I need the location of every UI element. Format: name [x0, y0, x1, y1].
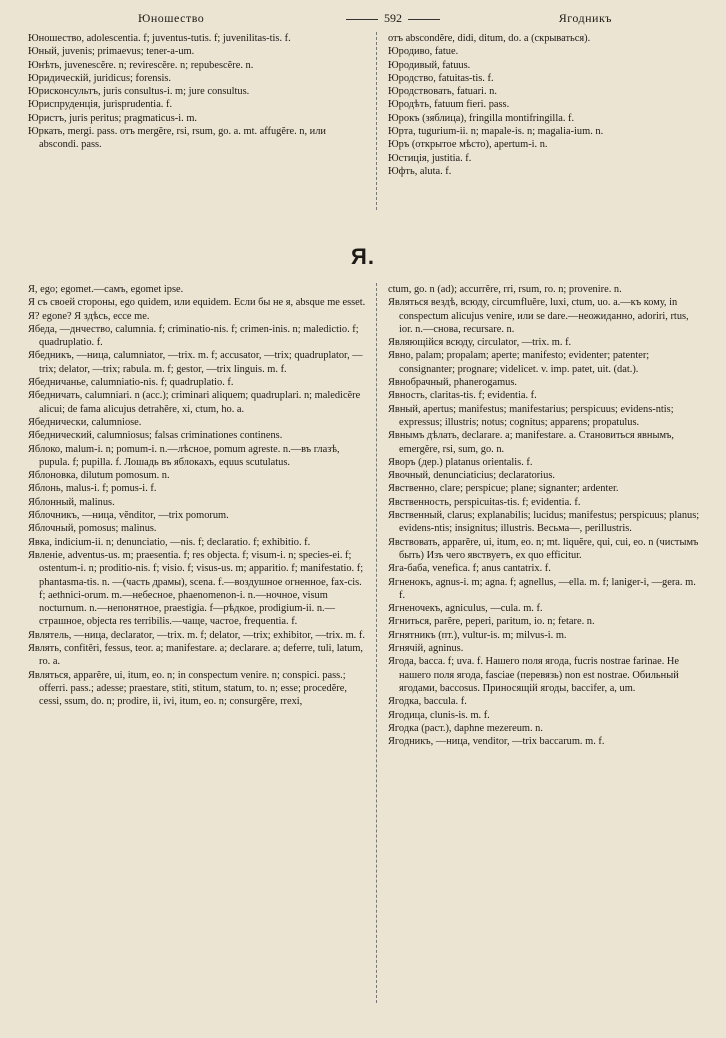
dictionary-entry: Ягненочекъ, agniculus, —cula. m. f. — [388, 603, 543, 615]
section-heading: Я. — [351, 244, 375, 269]
dictionary-entry: Юрокъ (зяблица), fringilla montifringilla. f. — [388, 112, 575, 124]
column-top-left — [28, 32, 366, 152]
dictionary-entry: Юродѣть, fatuum fieri. pass. — [388, 99, 510, 111]
dictionary-entry: Являть, confitĕri, fessus, teor. a; manifestare. a; declarare. a; deferre, tuli, latum, ro. a. — [28, 643, 364, 668]
dictionary-entry: Юристъ, juris peritus; pragmaticus-i. m. — [28, 112, 197, 124]
dictionary-entry: Явственный, clarus; explanabilis; lucidus; manifestus; perspicuus; planus; evidens-ntis; insignitus; illustris. Весьма—, perillustris. — [388, 510, 700, 535]
dictionary-entry: Ягодникъ, —ница, venditor, —trix baccarum. m. f. — [388, 736, 605, 748]
dictionary-entry: Явленіе, adventus-us. m; praesentia. f; res objecta. f; visum-i. n; species-ei. f; ostentum-i. n; proditio-nis. f; visio. f; visus-us. m; apparitio. f; manifestatio. f; phantasma-tis. n. —(часть драмы), scena. f.—воздушное огненное, fax-cis. f; aethnici-orum. m.—небесное, phaenomenon-i. n.—ночное, visum nocturnum. n.—непонятное, praestigia. f—рѣдкое, prodigium-ii. n.—страшное, objecta res terribilis.—чаще, частое, frequentia. f. — [28, 549, 364, 628]
dictionary-entry: отъ abscondĕre, didi, ditum, do. a (скрываться). — [388, 33, 591, 44]
dictionary-entry: Юръ (открытое мѣсто), apertum-i. n. — [388, 139, 548, 151]
dictionary-entry: Я съ своей стороны, ego quidem, или equidem. Если бы не я, absque me esset. — [28, 297, 366, 309]
dictionary-entry: Я? egone? Я здѣсь, ecce me. — [28, 310, 150, 322]
column-top-right — [388, 32, 700, 178]
dictionary-entry: Ягодица, clunis-is. m. f. — [388, 709, 490, 721]
dictionary-entry: Ягодка, baccula. f. — [388, 696, 467, 708]
dictionary-entry: Яблоновка, dilutum pomosum. n. — [28, 470, 170, 482]
dictionary-entry: Яблочный, pomosus; malinus. — [28, 523, 157, 535]
dictionary-entry: Юфть, aluta. f. — [388, 165, 452, 177]
dictionary-entry: Ягода, bacca. f; uva. f. Нашего поля ягода, fucris nostrae farinae. Не нашего поля ягода, fasciae (перевязь) non est nostrae. Обильный ягодами, baccosus. Приносящій ягоды, baccifer, a, um. — [388, 656, 680, 694]
dictionary-entry: Явочный, denunciaticius; declaratorius. — [388, 470, 555, 482]
dictionary-entry: Явствовать, apparĕre, ui, itum, eo. n; mt. liquĕre, qui, cui, eo. n (чистымъ быть) Изъ чего явствуетъ, ex quo efficitur. — [388, 536, 699, 561]
dictionary-entry: Ябедникъ, —ница, calumniator, —trix. m. f; accusator, —trix; quadruplator, —trix; delator, —trix; rabula. m. f; gestor, —trix linguis. m. f. — [28, 350, 363, 375]
dictionary-entry: Явнобрачный, phanerogamus. — [388, 377, 517, 389]
dictionary-entry: Юркать, mergi. pass. отъ mergĕre, rsi, rsum, go. a. mt. affugĕre. n, или abscondi. pass. — [28, 126, 326, 151]
dictionary-entry: Явный, apertus; manifestus; manifestarius; perspicuus; evidens-ntis; expressus; illustris; notus; cognitus; apparens; propatulus. — [388, 403, 674, 428]
dictionary-entry: Ягненокъ, agnus-i. m; agna. f; agnellus, —ella. m. f; laniger-i, —gera. m. f. — [388, 576, 696, 601]
page-header — [28, 8, 702, 28]
dictionary-entry: Ябеднически, calumniose. — [28, 416, 142, 428]
dictionary-entry: Юродство, fatuitas-tis. f. — [388, 72, 494, 84]
dictionary-entry: Ябеда, —днчество, calumnia. f; criminatio-nis. f; crimen-inis. n; maledictio. f; quadruplatio. f. — [28, 323, 359, 349]
dictionary-entry: Ягнятникъ (пт.), vultur-is. m; milvus-i. m. — [388, 629, 567, 641]
dictionary-entry: Ябеднический, calumniosus; falsas criminationes continens. — [28, 430, 283, 442]
dictionary-entry: Явно, palam; propalam; aperte; manifesto; evidenter; patenter; consignanter; prognare; videlicet. v. imp. patet, uit. (dat.). — [388, 350, 650, 375]
dictionary-entry: Юродиво, fatue. — [388, 46, 459, 58]
dictionary-entry: Ягнячій, agninus. — [388, 643, 464, 655]
dictionary-entry: Явность, claritas-tis. f; evidentia. f. — [388, 390, 537, 402]
dictionary-entry: Юнѣть, juvenescĕre. n; revirescĕre. n; repubescĕre. n. — [28, 59, 254, 71]
dictionary-entry: Являться, apparĕre, ui, itum, eo. n; in conspectum venire. n; conspici. pass.; offerri. pass.; adesse; praestare, stiti, stitum, statum, to. n; esse; procedĕre, cessi, ssum, do. n; prodire, ii, ivi, itum, eo. n; consurgĕre, rrexi, — [28, 669, 347, 708]
dictionary-entry: Юридическій, juridicus; forensis. — [28, 72, 172, 84]
dictionary-entry: Являться вездѣ, всюду, circumfluĕre, luxi, ctum, uo. a.—къ кому, in conspectum alicujus venire, или se dare.—неожиданно, adoriri, rtus, ior. n.—снова, recursare. n. — [388, 297, 689, 335]
dictionary-entry: Я, ego; egomet.—самъ, egomet ipse. — [28, 284, 184, 295]
dictionary-entry: Яблоко, malum-i. n; pomum-i. n.—лѣсное, pomum agreste. n.—въ глазѣ, pupula. f; pupilla. f. Лошадь въ яблокахъ, equus scutulatus. — [28, 443, 340, 468]
dictionary-entry: Яворъ (дер.) platanus orientalis. f. — [388, 456, 533, 468]
dictionary-entry: Юродствовать, fatuari. n. — [388, 86, 497, 98]
dictionary-entry: Юношество, adolescentia. f; juventus-tutis. f; juvenilitas-tis. f. — [28, 33, 291, 44]
column-divider — [376, 283, 377, 1003]
dictionary-entry: Являющійся всюду, circulator, —trix. m. f. — [388, 337, 572, 349]
column-bottom-left — [28, 283, 368, 709]
dictionary-entry: Явственность, perspicuitas-tis. f; evidentia. f. — [388, 496, 581, 508]
dictionary-entry: Явка, indicium-ii. n; denunciatio, —nis. f; declaratio. f; exhibitio. f. — [28, 536, 311, 548]
header-right-guide-word: Ягодникъ — [558, 11, 612, 25]
dictionary-entry: Яблонный, malinus. — [28, 496, 115, 508]
dictionary-entry: Явнымъ дѣлать, declarare. a; manifestare. a. Становиться явнымъ, emergĕre, rsi, sum, go. n. — [388, 430, 675, 455]
dictionary-entry: Юриспруденція, jurisprudentia. f. — [28, 99, 173, 111]
page-number: 592 — [328, 8, 458, 28]
dictionary-entry: Яга-баба, venefica. f; anus cantatrix. f. — [388, 563, 551, 575]
dictionary-entry: Ябедничанье, calumniatio-nis. f; quadruplatio. f. — [28, 377, 234, 389]
dictionary-entry: Ягниться, parĕre, peperi, paritum, io. n; fetare. n. — [388, 616, 595, 628]
dictionary-entry: Юрисконсультъ, juris consultus-i. m; jure consultus. — [28, 86, 250, 98]
dictionary-entry: Юродивый, fatuus. — [388, 59, 471, 71]
dictionary-entry: Юный, juvenis; primaevus; tener-a-um. — [28, 46, 195, 58]
dictionary-entry: Явственно, clare; perspicue; plane; signanter; ardenter. — [388, 483, 619, 495]
dictionary-entry: Ягодка (раст.), daphne mezereum. n. — [388, 722, 543, 734]
column-divider — [376, 32, 377, 210]
dictionary-entry: Яблонь, malus-i. f; pomus-i. f. — [28, 483, 157, 495]
dictionary-entry: Юстиція, justitia. f. — [388, 152, 472, 164]
dictionary-entry: Ябедничать, calumniari. n (acc.); criminari aliquem; quadruplari. n; maledicĕre alicui; de fama alicujus detrahĕre, xi, ctum, ho. a. — [28, 390, 361, 415]
dictionary-entry: ctum, go. n (ad); accurrĕre, rri, rsum, ro. n; provenire. n. — [388, 284, 622, 295]
dictionary-entry: Являтель, —ница, declarator, —trix. m. f; delator, —trix; exhibitor, —trix. m. f. — [28, 629, 365, 641]
dictionary-entry: Юрта, tugurium-ii. n; mapale-is. n; magalia-ium. n. — [388, 126, 604, 138]
dictionary-entry: Яблочникъ, —ница, vĕnditor, —trix pomorum. — [28, 510, 229, 522]
header-left-guide-word: Юношество — [138, 11, 205, 25]
column-bottom-right — [388, 283, 700, 748]
